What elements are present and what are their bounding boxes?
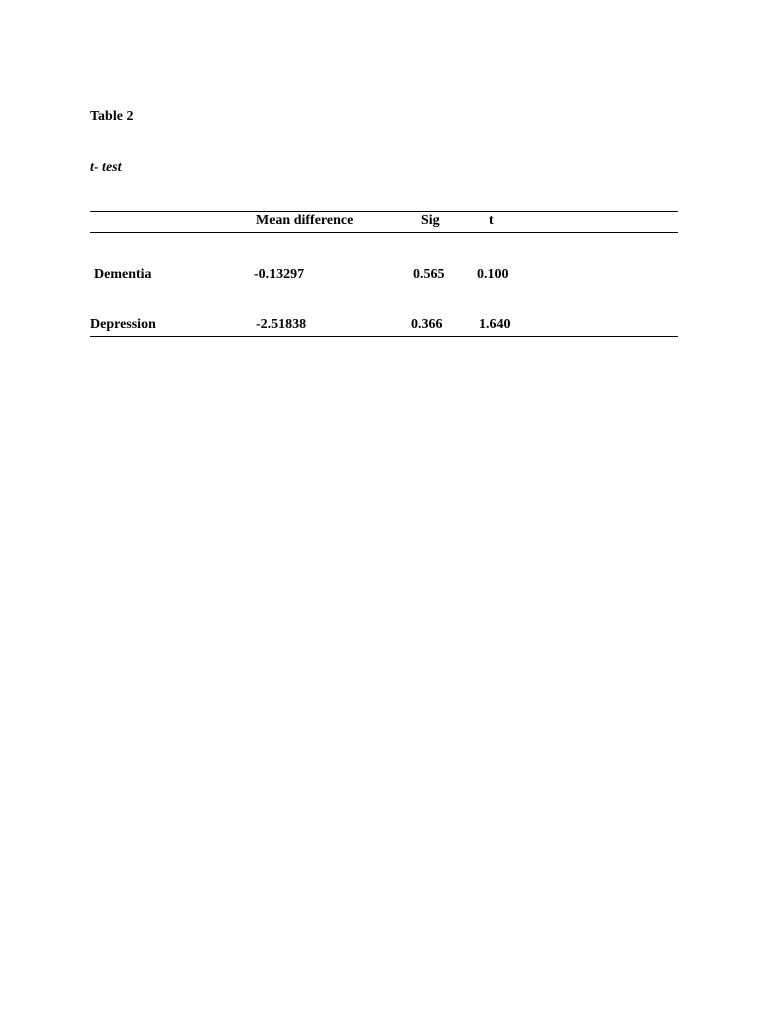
header-mean-difference: Mean difference [256,213,354,228]
table-bottom-rule [90,336,678,337]
cell-depression-t: 1.640 [479,317,511,332]
cell-dementia-t: 0.100 [477,267,509,282]
header-sig: Sig [421,213,440,228]
table-top-rule [90,211,678,212]
header-t: t [489,213,494,228]
table-number: Table 2 [90,109,134,124]
row-label-dementia: Dementia [94,267,152,282]
table-header-rule [90,232,678,233]
cell-dementia-mean-difference: -0.13297 [254,267,305,282]
cell-depression-mean-difference: -2.51838 [256,317,307,332]
cell-dementia-sig: 0.565 [413,267,445,282]
row-label-depression: Depression [90,317,156,332]
cell-depression-sig: 0.366 [411,317,443,332]
table-title: t- test [90,160,122,175]
